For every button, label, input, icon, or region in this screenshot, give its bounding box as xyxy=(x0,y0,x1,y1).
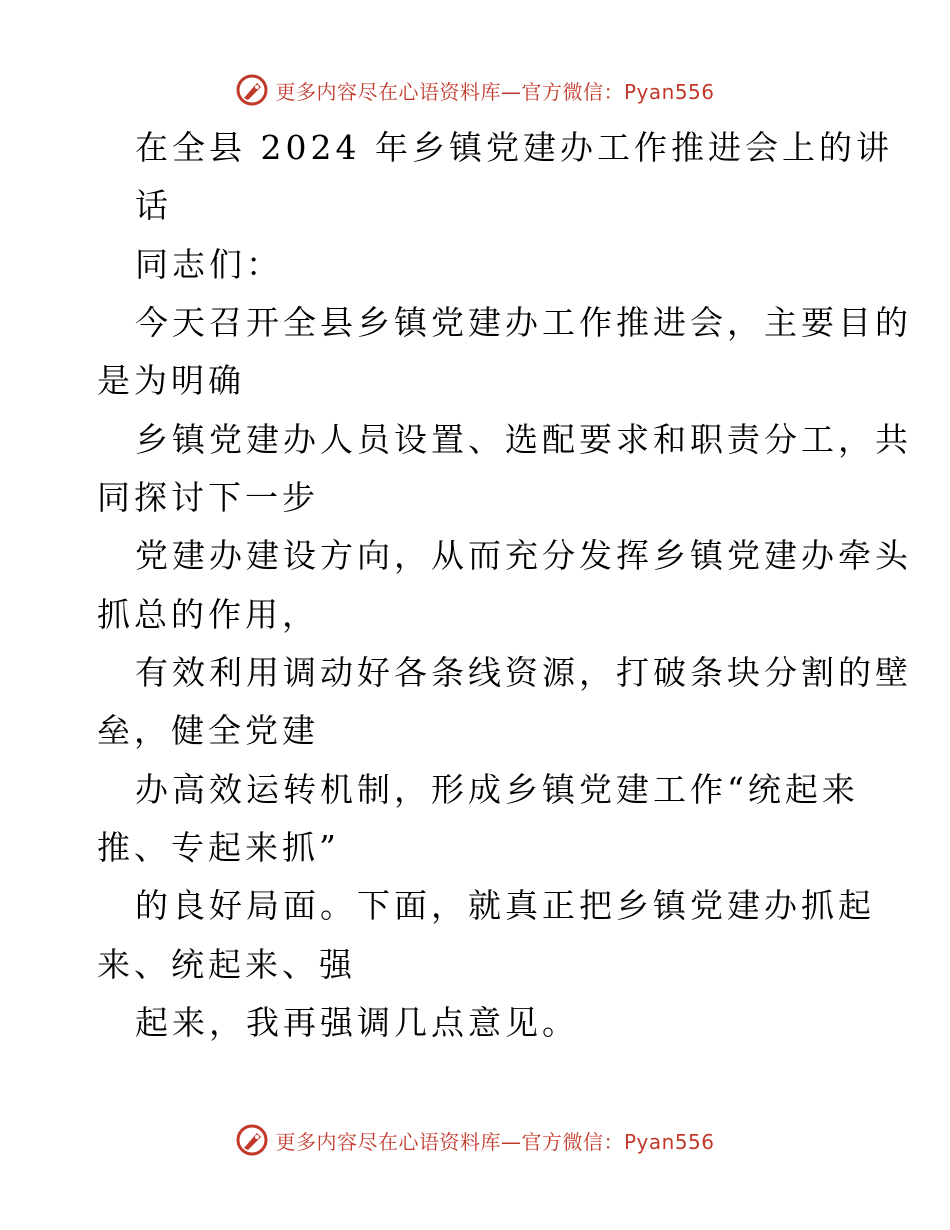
paragraph-line: 党建办建设方向，从而充分发挥乡镇党建办牵头 xyxy=(135,536,912,575)
pen-nib-logo-icon xyxy=(235,73,269,107)
watermark-dash: — xyxy=(500,1129,522,1154)
watermark-text xyxy=(275,76,714,105)
header-watermark xyxy=(0,70,950,110)
paragraph-line: 是为明确 xyxy=(97,361,245,400)
watermark-site-text: 更多内容尽在心语资料库 xyxy=(275,1129,501,1154)
title-line-1: 在全县 2024 年乡镇党建办工作推进会上的讲 xyxy=(135,128,893,167)
watermark-wechat-label: 官方微信： xyxy=(521,79,624,104)
watermark-text xyxy=(275,1126,714,1155)
paragraph-line: 的良好局面。下面，就真正把乡镇党建办抓起 xyxy=(135,886,875,925)
watermark-site-text: 更多内容尽在心语资料库 xyxy=(275,79,501,104)
paragraph-line: 有效利用调动好各条线资源，打破条块分割的壁 xyxy=(135,653,912,692)
paragraph-line: 今天召开全县乡镇党建办工作推进会，主要目的 xyxy=(135,303,912,342)
paragraph-line: 乡镇党建办人员设置、选配要求和职责分工，共 xyxy=(135,420,912,459)
paragraph-line: 同探讨下一步 xyxy=(97,478,319,517)
watermark-wechat-id: Pyan556 xyxy=(623,79,715,104)
watermark-dash: — xyxy=(500,79,522,104)
watermark-wechat-label: 官方微信： xyxy=(521,1129,624,1154)
paragraph-line: 起来，我再强调几点意见。 xyxy=(135,1003,579,1042)
paragraph-line: 抓总的作用， xyxy=(97,595,319,634)
paragraph-line: 来、统起来、强 xyxy=(97,945,356,984)
paragraph-line: 办高效运转机制，形成乡镇党建工作“统起来 xyxy=(135,770,859,809)
paragraph-line: 推、专起来抓” xyxy=(97,828,340,867)
title-line-2: 话 xyxy=(135,186,172,225)
salutation: 同志们： xyxy=(135,245,283,284)
footer-watermark xyxy=(0,1120,950,1160)
watermark-wechat-id: Pyan556 xyxy=(623,1129,715,1154)
pen-nib-logo-icon xyxy=(235,1123,269,1157)
paragraph-line: 垒，健全党建 xyxy=(97,711,319,750)
